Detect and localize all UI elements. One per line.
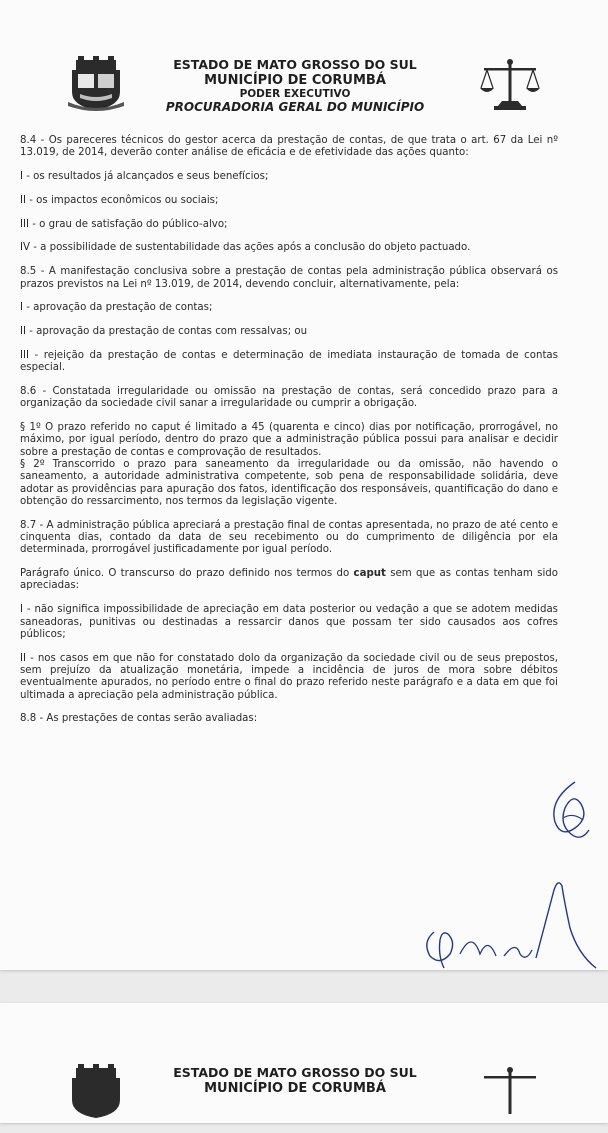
paragraph: § 1º O prazo referido no caput é limitado a 45 (quarenta e cinco) dias por notificação, prorrogável, no máximo, por igual período, dentro do prazo que a administração pública possui para analisar e decidir sobre a prestação de contas e comprovação de resultados.: [20, 422, 558, 458]
header-state: ESTADO DE MATO GROSSO DO SUL: [173, 57, 417, 72]
paragraph: III - rejeição da prestação de contas e determinação de imediata instauração de tomada de contas especial.: [20, 349, 558, 374]
header-branch: PODER EXECUTIVO: [239, 88, 351, 101]
paragraph: II - aprovação da prestação de contas com ressalvas; ou: [20, 326, 308, 338]
municipal-coat-of-arms-icon: [66, 54, 126, 112]
paragraph: I - aprovação da prestação de contas;: [20, 302, 213, 314]
paragraph: II - os impactos econômicos ou sociais;: [20, 194, 219, 206]
paragraph: I - os resultados já alcançados e seus benefícios;: [20, 171, 269, 183]
paragraph: 8.6 - Constatada irregularidade ou omissão na prestação de contas, será concedido prazo para a organização da sociedade civil sanar a irregularidade ou cumprir a obrigação.: [20, 386, 558, 410]
handwritten-signature-icon: [420, 870, 605, 970]
paragraph: 8.8 - As prestações de contas serão avaliadas:: [20, 713, 258, 725]
page-header: [0, 1058, 608, 1133]
handwritten-initial-icon: [545, 778, 595, 850]
document-page-next: [0, 1003, 608, 1123]
header-municipality: MUNICÍPIO DE CORUMBÁ: [204, 1080, 386, 1096]
header-municipality: MUNICÍPIO DE CORUMBÁ: [204, 72, 386, 88]
paragraph: II - nos casos em que não for constatado dolo da organização da sociedade civil ou de seus prepostos, sem prejuízo da atualização monetária, impede a incidência de juros de mora sobre débitos eventualmente apurados, no período entre o final do prazo referido neste parágrafo e a data em que foi ultimada a apreciação pela administração pública.: [20, 652, 558, 701]
scales-of-justice-icon: [478, 1066, 542, 1122]
unico-text-after: sem que as contas tenham sido apreciadas:: [20, 568, 558, 592]
scales-of-justice-icon: [478, 58, 542, 114]
paragraph: I - não significa impossibilidade de apreciação em data posterior ou vedação a que se adotem medidas saneadoras, punitivas ou destinadas a ressarcir danos que possam ter sido causados aos cofres públicos;: [20, 604, 558, 640]
document-body: [20, 135, 558, 737]
page-header: [0, 50, 608, 125]
paragraph: § 2º Transcorrido o prazo para saneamento da irregularidade ou da omissão, não havendo o saneamento, a autoridade administrativa competente, sob pena de responsabilidade solidária, deve adotar as providências para apuração dos fatos, identificação dos responsáveis, quantificação do dano e obtenção do ressarcimento, nos termos da legislação vigente.: [20, 459, 558, 507]
header-office: PROCURADORIA GERAL DO MUNICÍPIO: [165, 100, 425, 115]
paragraph: 8.5 - A manifestação conclusiva sobre a prestação de contas pela administração pública observará os prazos previstos na Lei nº 13.019, de 2014, devendo concluir, alternativamente, pela:: [20, 266, 558, 290]
unico-text-before: Parágrafo único. O transcurso do prazo definido nos termos do: [20, 568, 354, 580]
header-state: ESTADO DE MATO GROSSO DO SUL: [173, 1065, 417, 1080]
paragraph: 8.7 - A administração pública apreciará a prestação final de contas apresentada, no prazo de até cento e cinquenta dias, contado da data de seu recebimento ou do cumprimento de diligência por ela determinada, prorrogável justificadamente por igual período.: [20, 519, 558, 556]
paragraph: III - o grau de satisfação do público-alvo;: [20, 218, 228, 230]
unico-text-bold: caput: [353, 568, 386, 580]
paragraph: 8.4 - Os pareceres técnicos do gestor acerca da prestação de contas, de que trata o art. 67 da Lei nº 13.019, de 2014, deverão conter análise de eficácia e de efetividade das ações quanto:: [20, 135, 558, 159]
paragraph: IV - a possibilidade de sustentabilidade das ações após a conclusão do objeto pactuado.: [20, 242, 471, 254]
municipal-coat-of-arms-icon: [66, 1062, 126, 1120]
paragraph-unico: [20, 568, 558, 593]
